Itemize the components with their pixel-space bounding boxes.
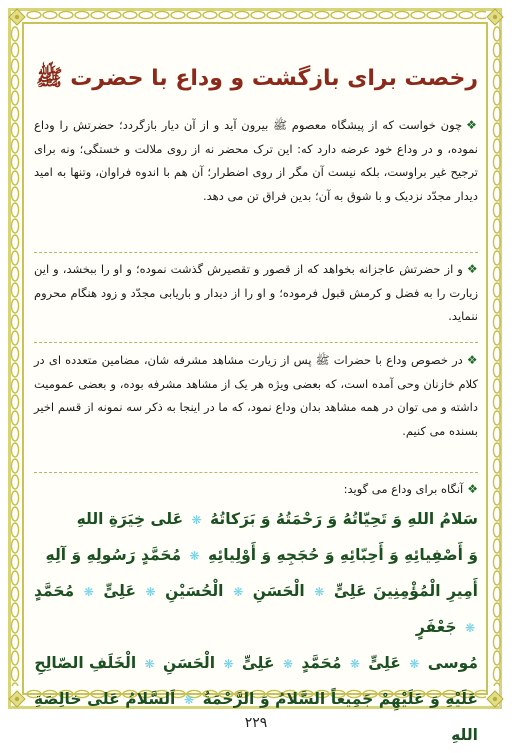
paragraph-then-says [34, 478, 478, 502]
four-diamond-bullet-icon: ❖ [466, 353, 478, 367]
corner-ornament-icon [8, 8, 26, 26]
supplication-line: وَ أَصْفِیائِهِ وَ أَحِبّائِهِ وَ حُجَجِهِ وَ أَوْلِیائِهِ ❋ مُحَمَّدٍ رَسُولِهِ وَ آلِهِ [45, 546, 478, 564]
corner-ornament-icon [486, 8, 504, 26]
snowflake-star-icon: ❋ [144, 657, 155, 671]
chain-border-right [492, 26, 502, 686]
paragraph-forgiveness [34, 258, 478, 329]
corner-ornament-icon [486, 690, 504, 708]
supplication-line: عَلَیْهِ وَ عَلَیْهِمْ جَمِیعاً السَّلامُ وَ الرَّحْمَةُ ❋ اَلسَّلامُ عَلى خالِصَةِ اللهِ [34, 690, 478, 744]
paragraph-divider [34, 252, 478, 253]
snowflake-star-icon: ❋ [145, 585, 156, 599]
snowflake-star-icon: ❋ [223, 657, 234, 671]
snowflake-star-icon: ❋ [233, 585, 244, 599]
snowflake-star-icon: ❋ [314, 585, 325, 599]
four-diamond-bullet-icon: ❖ [467, 482, 478, 496]
paragraph-text: چون خواست که از پیشگاه معصوم ﷺ بیرون آید و از آن دیار بازگردد؛ حضرتش را وداع نموده، و در وداع خود عرضه دارد که: این ترک محضر نه از روی ملالت و خستگی؛ ونه برای ترجیح غیر براوست، بلکه نیست آن مگر از روی اضطرار؛ آن هم با اندوه فراوان، وتنها به امید دیدار مجدّد نزدیک و با شوق به آن؛ بدین فراق تن می دهد. [34, 118, 478, 203]
supplication-line: مُوسى ❋ عَلِیٍّ ❋ مُحَمَّدٍ ❋ عَلِیٍّ ❋ الْحَسَنِ ❋ الْخَلَفِ الصّالِحِ [34, 654, 478, 672]
page-number: ۲۲۹ [244, 715, 268, 731]
four-diamond-bullet-icon: ❖ [466, 262, 478, 276]
paragraph-farewell-intro [34, 114, 478, 208]
snowflake-star-icon: ❋ [191, 513, 202, 527]
snowflake-star-icon: ❋ [282, 657, 293, 671]
supplication-line: أَمِیرِ الْمُؤْمِنِینَ عَلِیٍّ ❋ الْحَسَنِ ❋ الْحُسَیْنِ ❋ عَلِیٍّ ❋ مُحَمَّدٍ ❋ جَعْفَرٍ [34, 582, 478, 636]
page-title: رخصت برای بازگشت و وداع با حضرت ﷺ [35, 66, 478, 91]
snowflake-star-icon: ❋ [83, 585, 94, 599]
paragraph-divider [34, 472, 478, 473]
snowflake-star-icon: ❋ [464, 621, 475, 635]
paragraph-text: در خصوص وداع با حضرات ﷺ پس از زیارت مشاهد مشرفه شان، مضامین متعدده ای در کلام خازنان وحی آمده است، که بعضی ویژه هر یک از مشاهد مشرفه بوده، و بعضی عمومیت داشته و می توان در همه مشاهد بدان وداع نمود، که ما در اینجا به ذکر سه نمونه از قسم اخیر بسنده می کنیم. [34, 353, 478, 438]
chain-border-top [26, 10, 486, 20]
snowflake-star-icon: ❋ [183, 693, 194, 707]
snowflake-star-icon: ❋ [189, 549, 200, 563]
chain-border-left [10, 26, 20, 686]
four-diamond-bullet-icon: ❖ [466, 118, 478, 132]
snowflake-star-icon: ❋ [349, 657, 360, 671]
paragraph-divider [34, 342, 478, 343]
paragraph-farewell-texts [34, 349, 478, 443]
corner-ornament-icon [8, 690, 26, 708]
paragraph-text: و از حضرتش عاجزانه بخواهد که از قصور و تقصیرش گذشت نموده؛ و او را ببخشد، و این زیارت را به فضل و کرمش قبول فرموده؛ و او را از دیدار و باریابی مجدّد و زود هنگام محروم ننماید. [34, 262, 478, 323]
supplication-line: سَلامُ اللهِ وَ تَحِیّاتُهُ وَ رَحْمَتُهُ وَ بَرَکاتُهُ ❋ عَلى خِیَرَةِ اللهِ [76, 510, 478, 528]
paragraph-text: آنگاه برای وداع می گوید: [343, 482, 464, 496]
snowflake-star-icon: ❋ [409, 657, 420, 671]
